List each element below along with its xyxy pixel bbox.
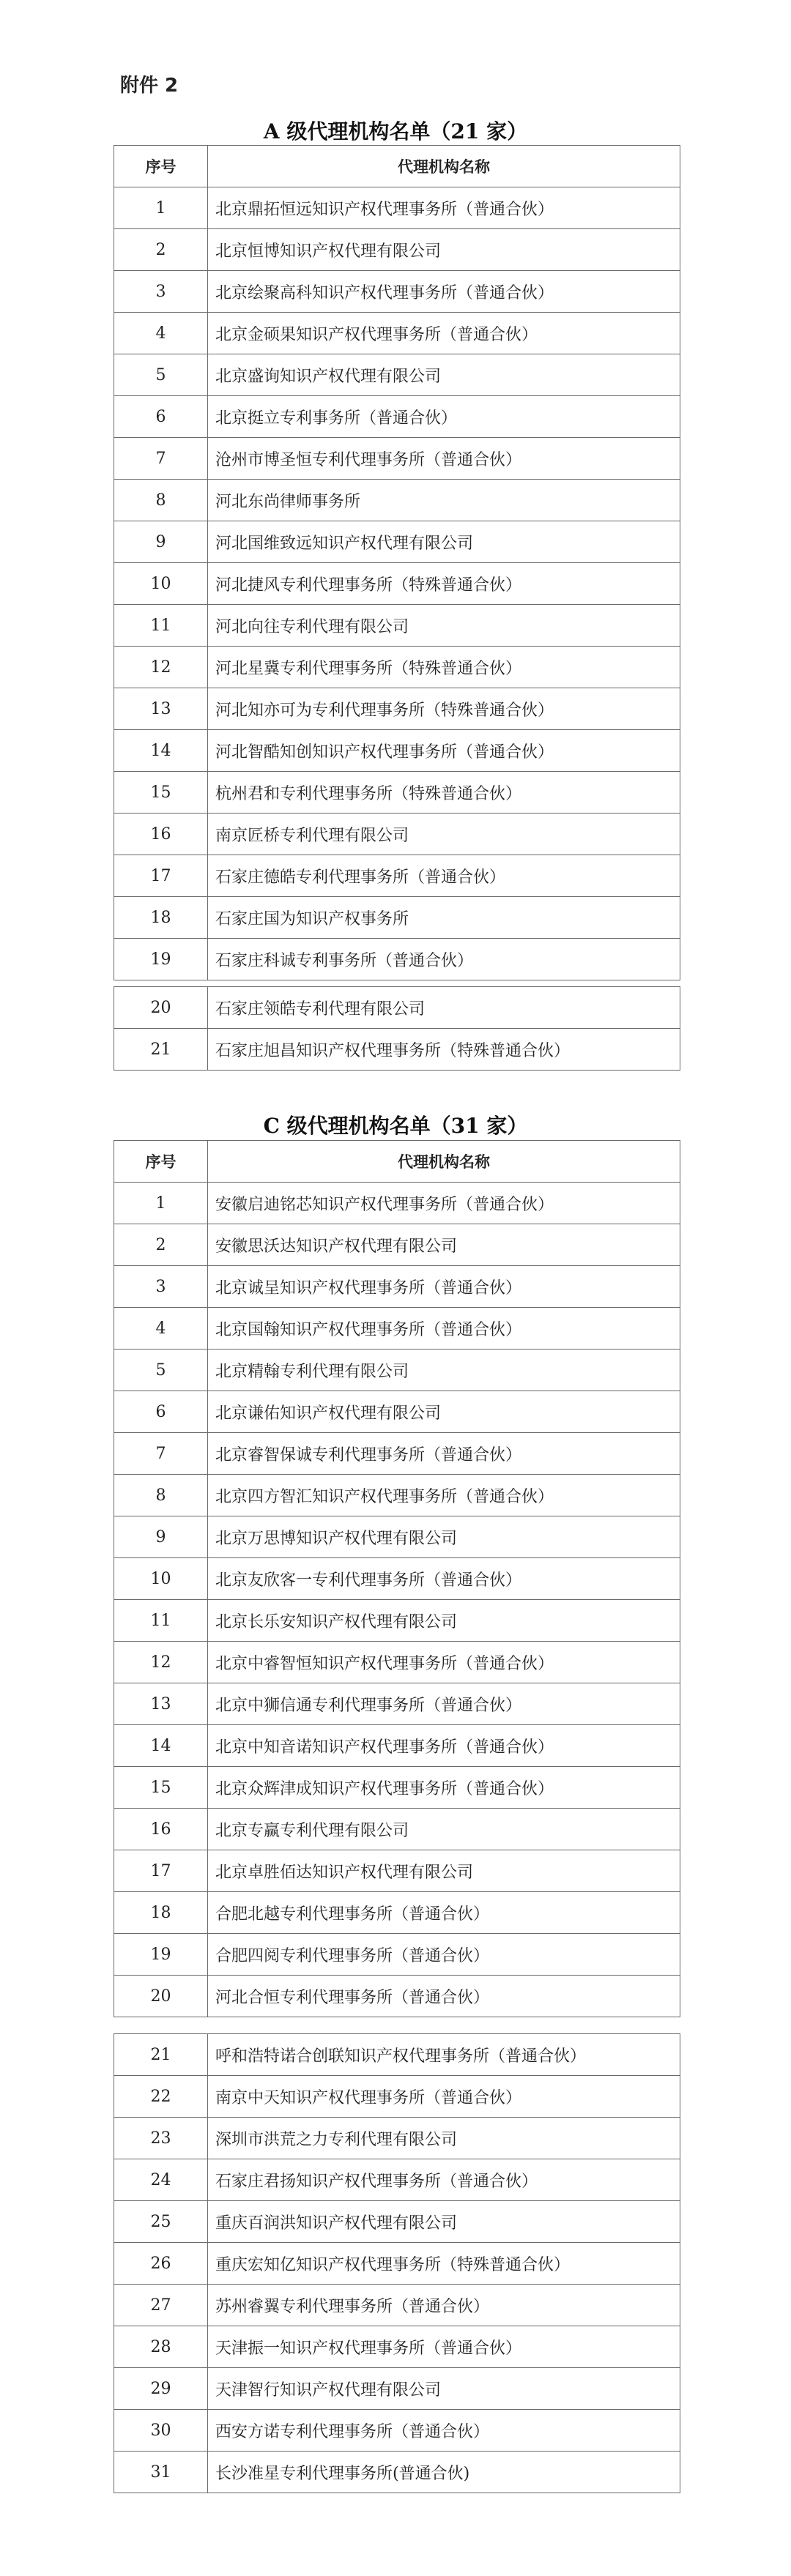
agency-name: 天津振一知识产权代理事务所（普通合伙） bbox=[208, 2326, 680, 2368]
table-row bbox=[114, 1683, 680, 1725]
row-number: 31 bbox=[114, 2452, 208, 2493]
table-row bbox=[114, 2159, 680, 2201]
table-row bbox=[114, 2243, 680, 2285]
table-row bbox=[114, 396, 680, 438]
table-row bbox=[114, 2410, 680, 2452]
agency-name: 重庆宏知亿知识产权代理事务所（特殊普通合伙） bbox=[208, 2243, 680, 2285]
row-number: 7 bbox=[114, 1433, 208, 1475]
agency-name: 北京挺立专利事务所（普通合伙） bbox=[208, 396, 680, 438]
table-row bbox=[114, 939, 680, 980]
agency-name: 河北国维致远知识产权代理有限公司 bbox=[208, 521, 680, 563]
row-number: 1 bbox=[114, 187, 208, 229]
agency-name: 石家庄领皓专利代理有限公司 bbox=[208, 987, 680, 1029]
agency-name: 北京谦佑知识产权代理有限公司 bbox=[208, 1391, 680, 1433]
table-a-part2 bbox=[114, 986, 680, 1071]
row-number: 18 bbox=[114, 897, 208, 939]
row-number: 9 bbox=[114, 521, 208, 563]
table-row bbox=[114, 313, 680, 354]
row-number: 23 bbox=[114, 2118, 208, 2159]
agency-name: 合肥北越专利代理事务所（普通合伙） bbox=[208, 1892, 680, 1934]
table-row bbox=[114, 187, 680, 229]
agency-name: 北京国翰知识产权代理事务所（普通合伙） bbox=[208, 1308, 680, 1350]
agency-name: 石家庄科诚专利事务所（普通合伙） bbox=[208, 939, 680, 980]
agency-name: 北京中狮信通专利代理事务所（普通合伙） bbox=[208, 1683, 680, 1725]
row-number: 30 bbox=[114, 2410, 208, 2452]
agency-name: 北京友欣客一专利代理事务所（普通合伙） bbox=[208, 1558, 680, 1600]
row-number: 18 bbox=[114, 1892, 208, 1934]
table-row bbox=[114, 563, 680, 605]
table-row bbox=[114, 987, 680, 1029]
agency-name: 河北东尚律师事务所 bbox=[208, 480, 680, 521]
row-number: 15 bbox=[114, 1767, 208, 1809]
row-number: 12 bbox=[114, 1642, 208, 1683]
table-row bbox=[114, 1934, 680, 1976]
agency-name: 北京众辉津成知识产权代理事务所（普通合伙） bbox=[208, 1767, 680, 1809]
agency-name: 北京恒博知识产权代理有限公司 bbox=[208, 229, 680, 271]
table-row bbox=[114, 229, 680, 271]
agency-name: 北京精翰专利代理有限公司 bbox=[208, 1350, 680, 1391]
row-number: 17 bbox=[114, 1850, 208, 1892]
agency-name: 石家庄旭昌知识产权代理事务所（特殊普通合伙） bbox=[208, 1029, 680, 1071]
table-row bbox=[114, 1266, 680, 1308]
agency-name: 杭州君和专利代理事务所（特殊普通合伙） bbox=[208, 772, 680, 814]
agency-name: 深圳市洪荒之力专利代理有限公司 bbox=[208, 2118, 680, 2159]
table-row bbox=[114, 2368, 680, 2410]
row-number: 22 bbox=[114, 2076, 208, 2118]
agency-name: 北京卓胜佰达知识产权代理有限公司 bbox=[208, 1850, 680, 1892]
row-number: 16 bbox=[114, 1809, 208, 1850]
row-number: 13 bbox=[114, 688, 208, 730]
row-number: 19 bbox=[114, 1934, 208, 1976]
agency-name: 安徽启迪铭芯知识产权代理事务所（普通合伙） bbox=[208, 1183, 680, 1224]
row-number: 19 bbox=[114, 939, 208, 980]
row-number: 6 bbox=[114, 396, 208, 438]
agency-name: 安徽思沃达知识产权代理有限公司 bbox=[208, 1224, 680, 1266]
row-number: 25 bbox=[114, 2201, 208, 2243]
table-row bbox=[114, 354, 680, 396]
row-number: 5 bbox=[114, 354, 208, 396]
row-number: 14 bbox=[114, 730, 208, 772]
row-number: 2 bbox=[114, 1224, 208, 1266]
row-number: 12 bbox=[114, 647, 208, 688]
agency-name: 北京万思博知识产权代理有限公司 bbox=[208, 1516, 680, 1558]
agency-name: 南京匠桥专利代理有限公司 bbox=[208, 814, 680, 855]
row-number: 11 bbox=[114, 1600, 208, 1642]
row-number: 20 bbox=[114, 987, 208, 1029]
table-row bbox=[114, 1600, 680, 1642]
row-number: 21 bbox=[114, 1029, 208, 1071]
table-row bbox=[114, 1892, 680, 1934]
header-name: 代理机构名称 bbox=[208, 146, 680, 187]
row-number: 10 bbox=[114, 1558, 208, 1600]
table-row bbox=[114, 1725, 680, 1767]
row-number: 21 bbox=[114, 2034, 208, 2076]
table-row bbox=[114, 1350, 680, 1391]
table-row bbox=[114, 605, 680, 647]
table-row bbox=[114, 271, 680, 313]
table-a-title: A 级代理机构名单（21 家） bbox=[263, 119, 528, 144]
header-num: 序号 bbox=[114, 146, 208, 187]
agency-name: 南京中天知识产权代理事务所（普通合伙） bbox=[208, 2076, 680, 2118]
agency-name: 西安方诺专利代理事务所（普通合伙） bbox=[208, 2410, 680, 2452]
header-name: 代理机构名称 bbox=[208, 1141, 680, 1183]
row-number: 2 bbox=[114, 229, 208, 271]
table-row bbox=[114, 1308, 680, 1350]
agency-name: 石家庄君扬知识产权代理事务所（普通合伙） bbox=[208, 2159, 680, 2201]
row-number: 9 bbox=[114, 1516, 208, 1558]
agency-name: 石家庄德皓专利代理事务所（普通合伙） bbox=[208, 855, 680, 897]
agency-name: 北京诚呈知识产权代理事务所（普通合伙） bbox=[208, 1266, 680, 1308]
row-number: 29 bbox=[114, 2368, 208, 2410]
row-number: 4 bbox=[114, 313, 208, 354]
table-row bbox=[114, 1767, 680, 1809]
table-row bbox=[114, 1433, 680, 1475]
agency-name: 天津智行知识产权代理有限公司 bbox=[208, 2368, 680, 2410]
table-row bbox=[114, 1976, 680, 2017]
table-row bbox=[114, 2452, 680, 2493]
table-row bbox=[114, 772, 680, 814]
table-row bbox=[114, 730, 680, 772]
row-number: 26 bbox=[114, 2243, 208, 2285]
agency-name: 长沙准星专利代理事务所(普通合伙) bbox=[208, 2452, 680, 2493]
table-row bbox=[114, 688, 680, 730]
attachment-label: 附件 2 bbox=[120, 75, 179, 97]
table-row bbox=[114, 2076, 680, 2118]
table-header-row bbox=[114, 1141, 680, 1183]
agency-name: 北京绘聚高科知识产权代理事务所（普通合伙） bbox=[208, 271, 680, 313]
row-number: 24 bbox=[114, 2159, 208, 2201]
table-row bbox=[114, 2034, 680, 2076]
table-c-title: C 级代理机构名单（31 家） bbox=[263, 1114, 528, 1138]
table-a-part1 bbox=[114, 145, 680, 980]
table-row bbox=[114, 1183, 680, 1224]
agency-name: 北京中睿智恒知识产权代理事务所（普通合伙） bbox=[208, 1642, 680, 1683]
row-number: 3 bbox=[114, 1266, 208, 1308]
agency-name: 重庆百润洪知识产权代理有限公司 bbox=[208, 2201, 680, 2243]
row-number: 13 bbox=[114, 1683, 208, 1725]
agency-name: 北京鼎拓恒远知识产权代理事务所（普通合伙） bbox=[208, 187, 680, 229]
header-num: 序号 bbox=[114, 1141, 208, 1183]
row-number: 8 bbox=[114, 480, 208, 521]
agency-name: 河北智酷知创知识产权代理事务所（普通合伙） bbox=[208, 730, 680, 772]
table-row bbox=[114, 2326, 680, 2368]
row-number: 4 bbox=[114, 1308, 208, 1350]
agency-name: 北京四方智汇知识产权代理事务所（普通合伙） bbox=[208, 1475, 680, 1516]
row-number: 16 bbox=[114, 814, 208, 855]
row-number: 20 bbox=[114, 1976, 208, 2017]
agency-name: 北京中知音诺知识产权代理事务所（普通合伙） bbox=[208, 1725, 680, 1767]
agency-name: 合肥四阅专利代理事务所（普通合伙） bbox=[208, 1934, 680, 1976]
agency-name: 北京睿智保诚专利代理事务所（普通合伙） bbox=[208, 1433, 680, 1475]
agency-name: 河北知亦可为专利代理事务所（特殊普通合伙） bbox=[208, 688, 680, 730]
agency-name: 河北向往专利代理有限公司 bbox=[208, 605, 680, 647]
table-row bbox=[114, 1516, 680, 1558]
agency-name: 河北星冀专利代理事务所（特殊普通合伙） bbox=[208, 647, 680, 688]
row-number: 15 bbox=[114, 772, 208, 814]
table-c-part2 bbox=[114, 2033, 680, 2493]
row-number: 14 bbox=[114, 1725, 208, 1767]
table-row bbox=[114, 2285, 680, 2326]
table-row bbox=[114, 1642, 680, 1683]
table-row bbox=[114, 814, 680, 855]
table-row bbox=[114, 1850, 680, 1892]
table-row bbox=[114, 897, 680, 939]
table-row bbox=[114, 1391, 680, 1433]
agency-name: 呼和浩特诺合创联知识产权代理事务所（普通合伙） bbox=[208, 2034, 680, 2076]
row-number: 17 bbox=[114, 855, 208, 897]
table-row bbox=[114, 1029, 680, 1071]
row-number: 28 bbox=[114, 2326, 208, 2368]
agency-name: 北京专赢专利代理有限公司 bbox=[208, 1809, 680, 1850]
row-number: 27 bbox=[114, 2285, 208, 2326]
table-row bbox=[114, 480, 680, 521]
agency-name: 沧州市博圣恒专利代理事务所（普通合伙） bbox=[208, 438, 680, 480]
table-row bbox=[114, 438, 680, 480]
table-row bbox=[114, 2201, 680, 2243]
table-row bbox=[114, 1809, 680, 1850]
table-row bbox=[114, 1558, 680, 1600]
row-number: 10 bbox=[114, 563, 208, 605]
agency-name: 苏州睿翼专利代理事务所（普通合伙） bbox=[208, 2285, 680, 2326]
row-number: 1 bbox=[114, 1183, 208, 1224]
row-number: 6 bbox=[114, 1391, 208, 1433]
table-c-part1 bbox=[114, 1140, 680, 2017]
row-number: 8 bbox=[114, 1475, 208, 1516]
table-header-row bbox=[114, 146, 680, 187]
row-number: 11 bbox=[114, 605, 208, 647]
agency-name: 北京金硕果知识产权代理事务所（普通合伙） bbox=[208, 313, 680, 354]
row-number: 7 bbox=[114, 438, 208, 480]
agency-name: 北京长乐安知识产权代理有限公司 bbox=[208, 1600, 680, 1642]
table-row bbox=[114, 647, 680, 688]
agency-name: 北京盛询知识产权代理有限公司 bbox=[208, 354, 680, 396]
agency-name: 河北捷风专利代理事务所（特殊普通合伙） bbox=[208, 563, 680, 605]
table-row bbox=[114, 855, 680, 897]
table-row bbox=[114, 1475, 680, 1516]
agency-name: 河北合恒专利代理事务所（普通合伙） bbox=[208, 1976, 680, 2017]
agency-name: 石家庄国为知识产权事务所 bbox=[208, 897, 680, 939]
table-row bbox=[114, 1224, 680, 1266]
row-number: 5 bbox=[114, 1350, 208, 1391]
table-row bbox=[114, 521, 680, 563]
row-number: 3 bbox=[114, 271, 208, 313]
table-row bbox=[114, 2118, 680, 2159]
